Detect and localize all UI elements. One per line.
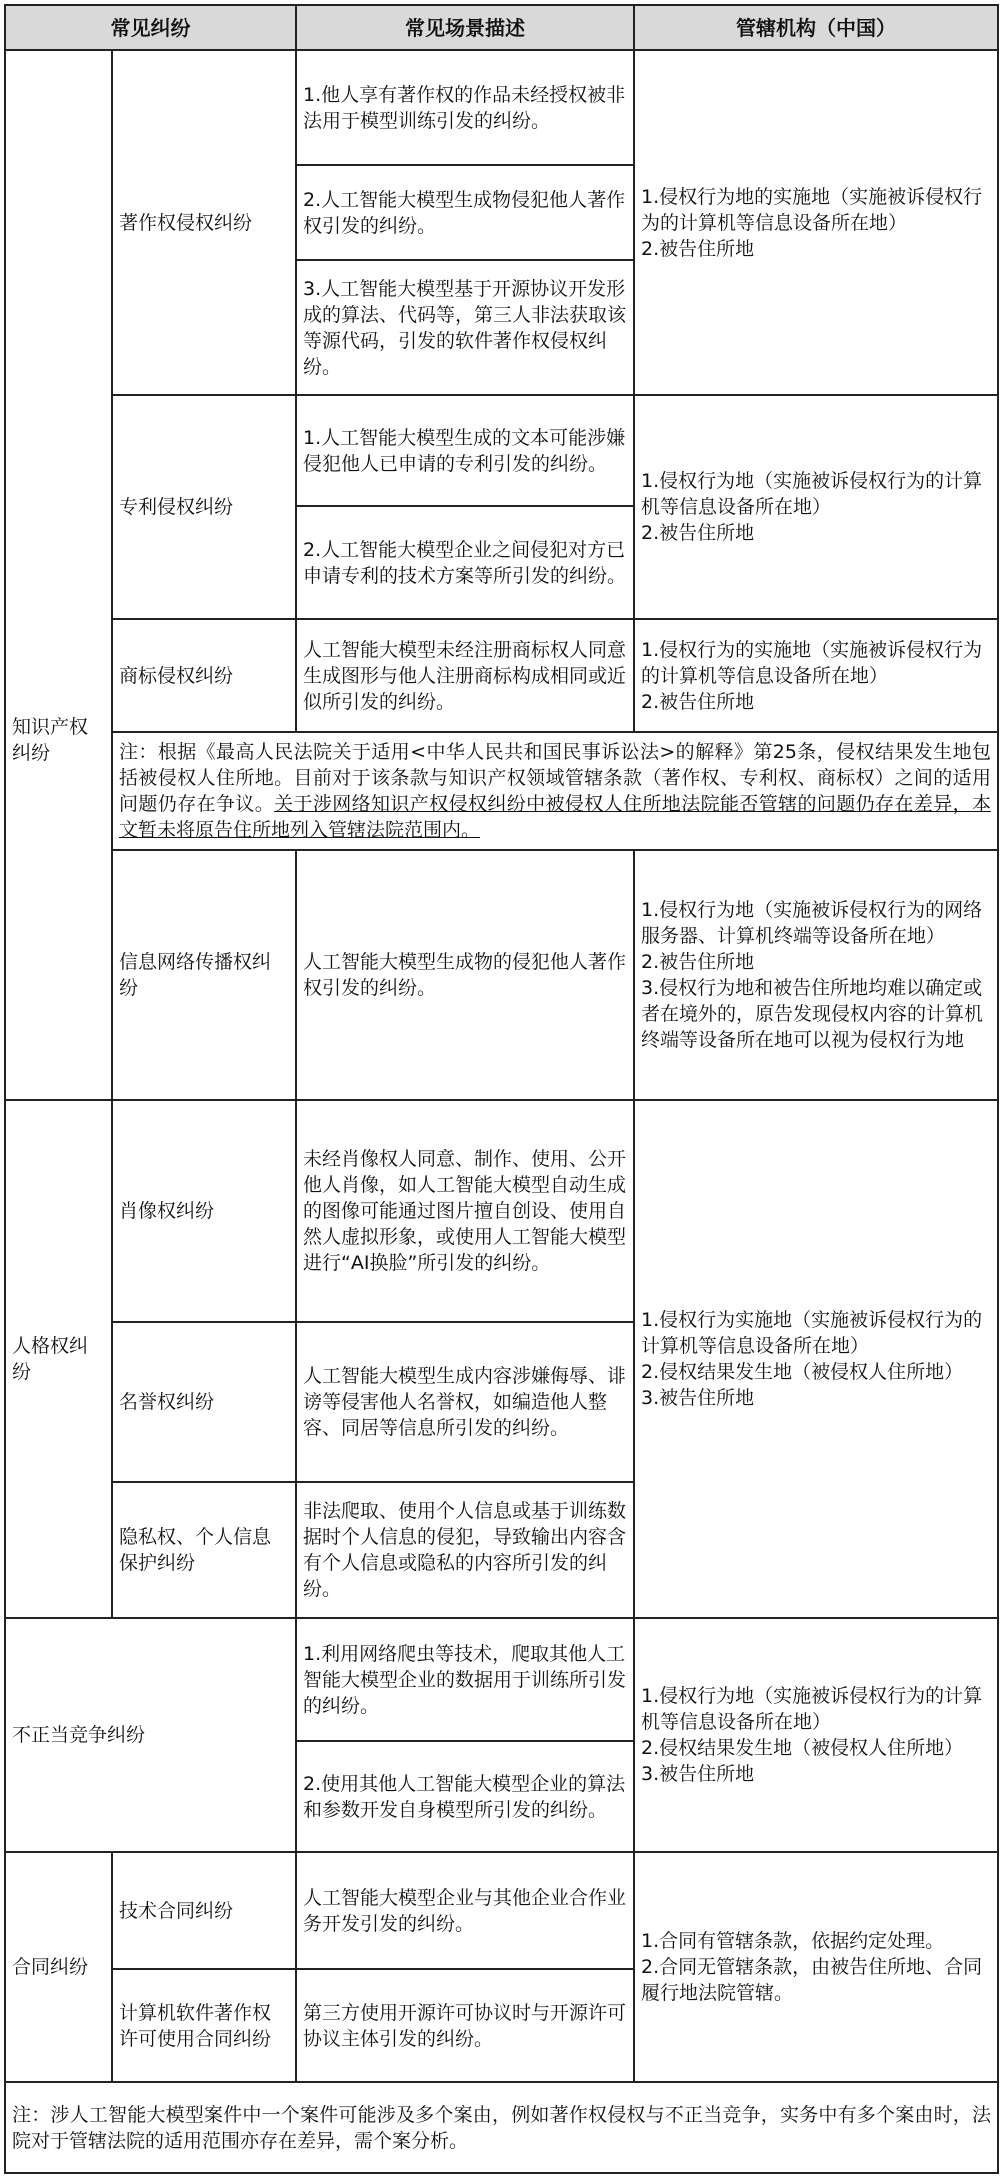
jurisdiction-table xyxy=(4,4,999,2174)
header-scenario-description: 常见场景描述 xyxy=(296,5,634,50)
jurisdiction-line: 2.侵权结果发生地（被侵权人住所地） xyxy=(641,1361,964,1384)
jurisdiction-cell xyxy=(634,395,998,619)
jurisdiction-line: 1.合同有管辖条款，依据约定处理。 xyxy=(641,1930,945,1953)
scenario-cell: 非法爬取、使用个人信息或基于训练数据时个人信息的侵犯，导致输出内容含有个人信息或隐私的内容所引发的纠纷。 xyxy=(296,1482,634,1618)
category-unfair-competition: 不正当竞争纠纷 xyxy=(5,1618,296,1852)
jurisdiction-line: 1.侵权行为地（实施被诉侵权行为的计算机等信息设备所在地） xyxy=(641,470,983,519)
scenario-cell: 1.利用网络爬虫等技术，爬取其他人工智能大模型企业的数据用于训练所引发的纠纷。 xyxy=(296,1618,634,1741)
scenario-cell: 第三方使用开源许可协议时与开源许可协议主体引发的纠纷。 xyxy=(296,1969,634,2082)
scenario-cell: 1.他人享有著作权的作品未经授权被非法用于模型训练引发的纠纷。 xyxy=(296,50,634,165)
jurisdiction-cell xyxy=(634,850,998,1101)
jurisdiction-line: 3.被告住所地 xyxy=(641,1763,755,1786)
ip-note-text: 注：根据《最高人民法院关于适用<中华人民共和国民事诉讼法>的解释》第25条，侵权结果发生地包括被侵权人住所地。目前对于该条款与知识产权领域管辖条款（著作权、专利权、商标权）之间的适用问题仍存在争议。 xyxy=(119,740,991,815)
scenario-cell: 人工智能大模型生成内容涉嫌侮辱、诽谤等侵害他人名誉权，如编造他人整容、同居等信息所引发的纠纷。 xyxy=(296,1322,634,1482)
table-row xyxy=(5,850,998,1101)
ip-note xyxy=(112,732,998,849)
table-row xyxy=(5,1618,998,1741)
table-row xyxy=(5,2082,998,2173)
category-personality: 人格权纠纷 xyxy=(5,1100,112,1618)
scenario-cell: 3.人工智能大模型基于开源协议开发形成的算法、代码等，第三人非法获取该等源代码，引发的软件著作权侵权纠纷。 xyxy=(296,260,634,396)
jurisdiction-line: 2.被告住所地 xyxy=(641,237,755,260)
jurisdiction-cell xyxy=(634,1852,998,2082)
jurisdiction-cell xyxy=(634,619,998,732)
header-common-disputes: 常见纠纷 xyxy=(5,5,296,50)
subtype-privacy: 隐私权、个人信息保护纠纷 xyxy=(112,1482,296,1618)
jurisdiction-line: 1.侵权行为地（实施被诉侵权行为的计算机等信息设备所在地） xyxy=(641,1685,983,1734)
jurisdiction-line: 2.被告住所地 xyxy=(641,522,755,545)
table-row xyxy=(5,1100,998,1322)
subtype-software-license-contract: 计算机软件著作权许可使用合同纠纷 xyxy=(112,1969,296,2082)
scenario-cell: 人工智能大模型未经注册商标权人同意生成图形与他人注册商标构成相同或近似所引发的纠纷。 xyxy=(296,619,634,732)
subtype-trademark: 商标侵权纠纷 xyxy=(112,619,296,732)
subtype-reputation: 名誉权纠纷 xyxy=(112,1322,296,1482)
table-row xyxy=(5,732,998,849)
jurisdiction-line: 2.被告住所地 xyxy=(641,690,755,713)
jurisdiction-line: 3.被告住所地 xyxy=(641,1387,755,1410)
jurisdiction-line: 2.侵权结果发生地（被侵权人住所地） xyxy=(641,1737,964,1760)
jurisdiction-line: 3.侵权行为地和被告住所地均难以确定或者在境外的，原告发现侵权内容的计算机终端等设备所在地可以视为侵权行为地 xyxy=(641,976,984,1051)
jurisdiction-cell xyxy=(634,1618,998,1852)
table-row xyxy=(5,395,998,506)
scenario-cell: 1.人工智能大模型生成的文本可能涉嫌侵犯他人已申请的专利引发的纠纷。 xyxy=(296,395,634,506)
jurisdiction-line: 1.侵权行为实施地（实施被诉侵权行为的计算机等信息设备所在地） xyxy=(641,1309,983,1358)
table-row xyxy=(5,619,998,732)
scenario-cell: 人工智能大模型企业与其他企业合作业务开发引发的纠纷。 xyxy=(296,1852,634,1969)
jurisdiction-line: 1.侵权行为地（实施被诉侵权行为的网络服务器、计算机终端等设备所在地） xyxy=(641,898,983,947)
jurisdiction-cell xyxy=(634,50,998,395)
header-jurisdiction: 管辖机构（中国） xyxy=(634,5,998,50)
scenario-cell: 2.人工智能大模型生成物侵犯他人著作权引发的纠纷。 xyxy=(296,165,634,260)
jurisdiction-line: 1.侵权行为的实施地（实施被诉侵权行为的计算机等信息设备所在地） xyxy=(641,638,983,687)
category-contract: 合同纠纷 xyxy=(5,1852,112,2082)
subtype-tech-contract: 技术合同纠纷 xyxy=(112,1852,296,1969)
table-row xyxy=(5,1852,998,1969)
jurisdiction-line: 2.被告住所地 xyxy=(641,950,755,973)
jurisdiction-cell xyxy=(634,1100,998,1618)
table-header-row xyxy=(5,5,998,50)
subtype-portrait: 肖像权纠纷 xyxy=(112,1100,296,1322)
table-row xyxy=(5,50,998,165)
scenario-cell: 未经肖像权人同意、制作、使用、公开他人肖像，如人工智能大模型自动生成的图像可能通过图片擅自创设、使用自然人虚拟形象，或使用人工智能大模型进行“AI换脸”所引发的纠纷。 xyxy=(296,1100,634,1322)
category-ip: 知识产权纠纷 xyxy=(5,50,112,1100)
subtype-copyright: 著作权侵权纠纷 xyxy=(112,50,296,395)
jurisdiction-line: 1.侵权行为地的实施地（实施被诉侵权行为的计算机等信息设备所在地） xyxy=(641,185,983,234)
footer-note: 注：涉人工智能大模型案件中一个案件可能涉及多个案由，例如著作权侵权与不正当竞争，实务中有多个案由时，法院对于管辖法院的适用范围亦存在差异，需个案分析。 xyxy=(5,2082,998,2173)
ip-note-underlined: 关于涉网络知识产权侵权纠纷中被侵权人住所地法院能否管辖的问题仍存在差异，本文暂未将原告住所地列入管辖法院范围内。 xyxy=(119,792,991,841)
scenario-cell: 2.人工智能大模型企业之间侵犯对方已申请专利的技术方案等所引发的纠纷。 xyxy=(296,506,634,619)
subtype-patent: 专利侵权纠纷 xyxy=(112,395,296,619)
subtype-network-dissemination: 信息网络传播权纠纷 xyxy=(112,850,296,1101)
jurisdiction-line: 2.合同无管辖条款，由被告住所地、合同履行地法院管辖。 xyxy=(641,1956,983,2005)
scenario-cell: 人工智能大模型生成物的侵犯他人著作权引发的纠纷。 xyxy=(296,850,634,1101)
scenario-cell: 2.使用其他人工智能大模型企业的算法和参数开发自身模型所引发的纠纷。 xyxy=(296,1741,634,1852)
